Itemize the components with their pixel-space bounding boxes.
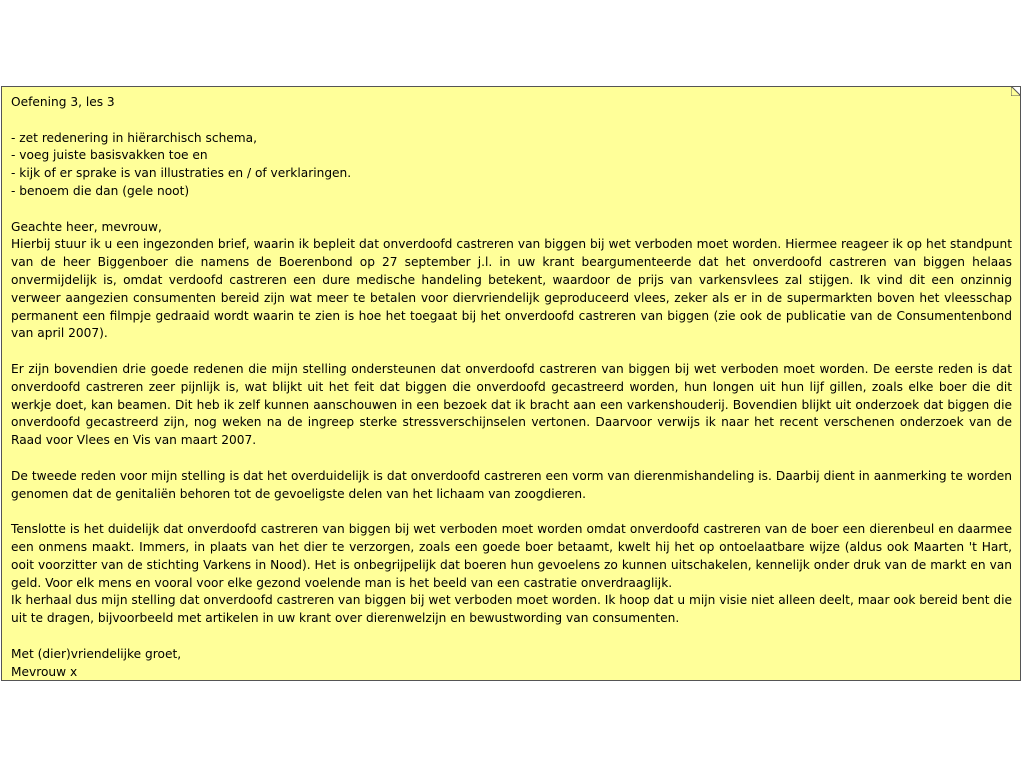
instruction-item: - benoem die dan (gele noot) — [11, 183, 190, 198]
blank-line — [11, 112, 1012, 130]
folded-corner-icon — [1011, 86, 1021, 96]
salutation: Geachte heer, mevrouw, — [11, 219, 162, 234]
instruction-item: - zet redenering in hiërarchisch schema, — [11, 130, 258, 145]
blank-line — [11, 343, 1012, 361]
letter-paragraph: De tweede reden voor mijn stelling is dat het overduidelijk is dat onverdoofd castreren een vorm van dierenmishandeling is. Daarbij dient in aanmerking te worden genomen dat de genitaliën behoren tot de gevoeligste delen van het lichaam van zoogdieren. — [11, 468, 1012, 501]
note-text — [11, 94, 1012, 681]
letter-paragraph: Er zijn bovendien drie goede redenen die mijn stelling ondersteunen dat onverdoofd castreren van biggen bij wet verboden moet worden. De eerste reden is dat onverdoofd castreren zeer pijnlijk is, wat blijkt uit het feit dat biggen die onverdoofd gecastreerd worden, hun longen uit hun lijf gillen, zoals elke boer die dit werkje doet, kan beamen. Dit heb ik zelf kunnen aanschouwen in een bezoek dat ik bracht aan een varkenshouderij. Bovendien blijkt uit onderzoek dat biggen die onverdoofd gecastreerd zijn, nog weken na de ingreep sterke stressverschijnselen vertonen. Daarvoor verwijs ik naar het recent verschenen onderzoek van de Raad voor Vlees en Vis van maart 2007. — [11, 361, 1012, 448]
instruction-item: - voeg juiste basisvakken toe en — [11, 148, 208, 163]
letter-paragraph: Hierbij stuur ik u een ingezonden brief, waarin ik bepleit dat onverdoofd castreren van biggen bij wet verboden moet worden. Hiermee reageer ik op het standpunt van de heer Biggenboer die namens de Boerenbond op 27 september j.l. in uw krant beargumenteerde dat het onverdoofd castreren van biggen helaas onvermijdelijk is, omdat verdoofd castreren een dure medische handeling betekent, waardoor de prijs van varkensvlees zal stijgen. Ik vind dit een onzinnig verweer aangezien consumenten bereid zijn wat meer te betalen voor diervriendelijk geproduceerd vlees, zeker als er in de supermarkten boven het vleesschap permanent een filmpje gedraaid wordt waarin te zien is hoe het toegaat bij het onverdoofd castreren van biggen (zie ook de publicatie van de Consumentenbond van april 2007). — [11, 237, 1012, 341]
yellow-note — [1, 86, 1021, 681]
letter-paragraph: Ik herhaal dus mijn stelling dat onverdoofd castreren van biggen bij wet verboden moet worden. Ik hoop dat u mijn visie niet alleen deelt, maar ook bereid bent die uit te dragen, bijvoorbeeld met artikelen in uw krant over dierenwelzijn en bewustwording van consumenten. — [11, 593, 1012, 626]
instruction-item: - kijk of er sprake is van illustraties en / of verklaringen. — [11, 166, 352, 181]
letter-paragraph: Tenslotte is het duidelijk dat onverdoofd castreren van biggen bij wet verboden moet worden omdat onverdoofd castreren van de boer een dierenbeul en daarmee een onmens maakt. Immers, in plaats van het dier te verzorgen, zoals een goede boer betaamt, kwelt hij het op ontoelaatbare wijze (aldus ook Maarten 't Hart, ooit voorzitter van de stichting Varkens in Nood). Het is onbegrijpelijk dat boeren hun gevoelens zo kunnen uitschakelen, kennelijk onder druk van de markt en van geld. Voor elk mens en vooral voor elke gezond voelende man is het beeld van een castratie onverdraaglijk. — [11, 522, 1012, 590]
blank-line — [11, 628, 1012, 646]
exercise-title: Oefening 3, les 3 — [11, 95, 115, 109]
blank-line — [11, 450, 1012, 468]
signature: Mevrouw x — [11, 664, 78, 679]
closing: Met (dier)vriendelijke groet, — [11, 646, 182, 661]
blank-line — [11, 503, 1012, 521]
blank-line — [11, 201, 1012, 219]
